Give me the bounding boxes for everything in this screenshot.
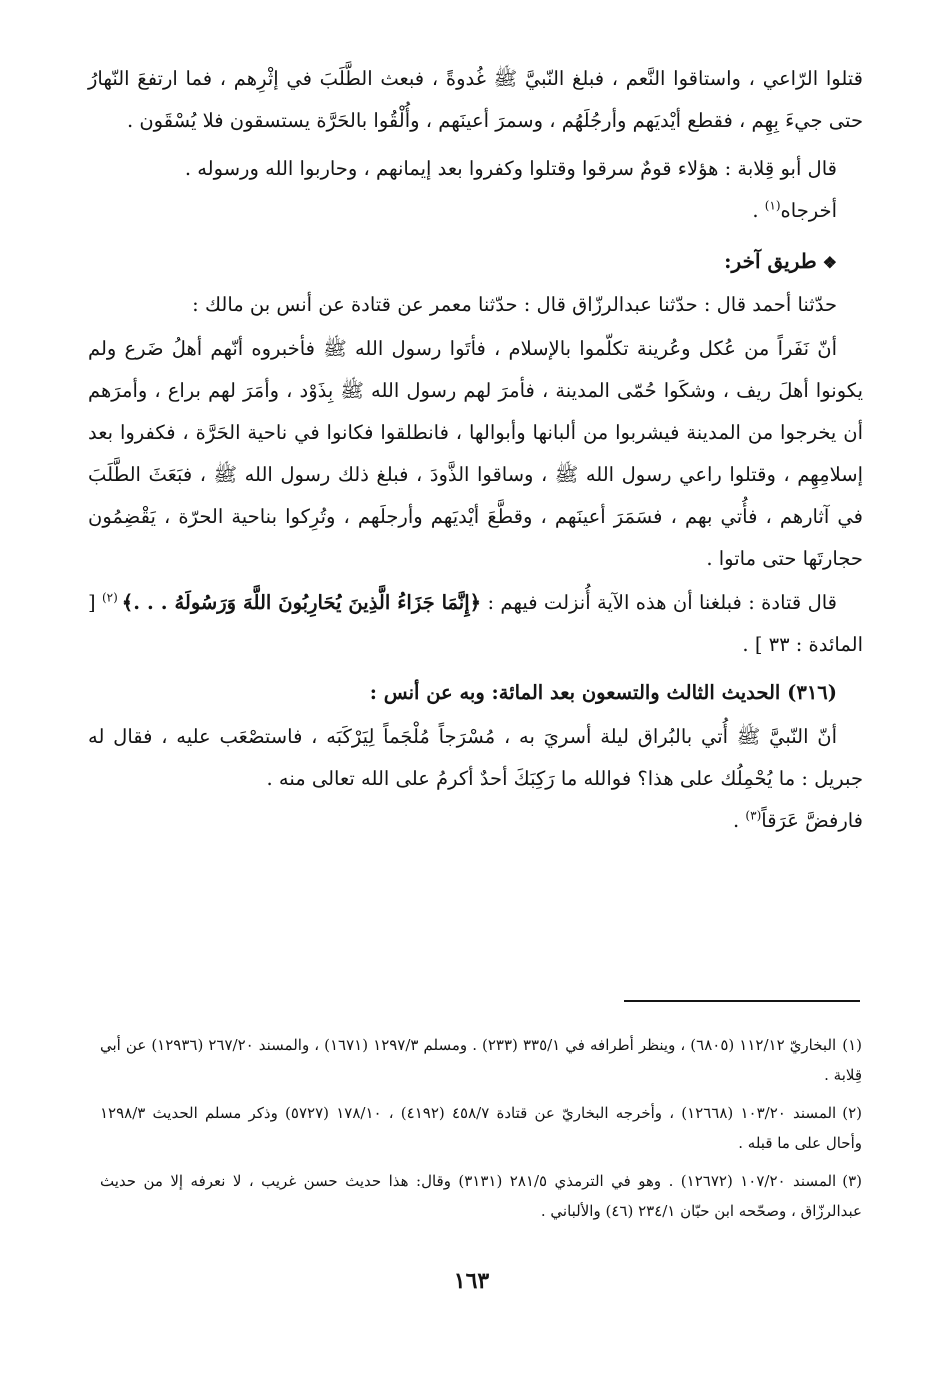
paragraph-akhrajah <box>88 190 863 232</box>
footnote-number: (١) <box>842 1036 862 1054</box>
footnote-3 <box>100 1166 862 1226</box>
footnote-ref-1[interactable]: (١) <box>764 198 781 213</box>
qatada-text: قال قتادة : فبلغنا أن هذه الآية أُنزلت فيهم : <box>481 591 838 614</box>
footnote-text: المسند ١٠٣/٢٠ (١٢٦٦٨) ، وأخرجه البخاريّ عن قتادة ٤٥٨/٧ (٤١٩٢) ، ١٧٨/١٠ (٥٧٢٧) وذكر مسلم الحديث ١٢٩٨/٣ وأحال على ما قبله . <box>100 1104 862 1152</box>
footnote-2 <box>100 1098 862 1158</box>
quran-verse: ﴿إِنَّمَا جَزَاءُ الَّذِينَ يُحَارِبُونَ اللَّهَ وَرَسُولَهُ . . .﴾ <box>121 591 482 614</box>
buraq-end-text: فارفضَّ عَرَقاً <box>761 809 863 832</box>
footnote-number: (٢) <box>842 1104 863 1122</box>
buraq-end-punct: . <box>733 809 746 832</box>
paragraph-1: قتلوا الرّاعي ، واستاقوا النَّعم ، فبلغ النّبيَّ ﷺ غُدوةً ، فبعث الطَّلَبَ في إثْرِهم ، فما ارتفعَ النّهارُ حتى جيءَ بِهِم ، فقطع أيْديَهم وأرجُلَهُم ، وسمرَ أعينَهم ، وأُلْقُوا بالحَرَّة يستسقون فلا يُسْقَون . <box>88 67 863 132</box>
footnote-text: المسند ١٠٧/٢٠ (١٢٦٧٢) . وهو في الترمذي ٢٨١/٥ (٣١٣١) وقال: هذا حديث حسن غريب ، لا نعرفه إلا من حديث عبدالرزّاق ، وصحّحه ابن حبّان ٢٣٤/١ (٤٦) والألباني . <box>100 1172 862 1220</box>
footnote-text: البخاريّ ١١٢/١٢ (٦٨٠٥) ، وينظر أطرافه في ٣٣٥/١ (٢٣٣) . ومسلم ١٢٩٧/٣ (١٦٧١) ، والمسند ٢٦٧/٢٠ (١٢٩٣٦) عن أبي قِلابة . <box>100 1036 862 1084</box>
paragraph-qatada <box>88 582 863 666</box>
paragraph-buraq: أنّ النّبيَّ ﷺ أُتي بالبُراق ليلة أسريَ به ، مُسْرَجاً مُلْجَماً لِيَرْكَبَه ، فاستصْعَب عليه ، فقال له جبريل : ما يُحْمِلُك على هذا؟ فوالله ما رَكِبَكَ أحدٌ أكرمُ على الله تعالى منه . <box>88 725 863 790</box>
footnote-1 <box>100 1030 862 1090</box>
footnote-divider <box>624 1000 860 1002</box>
akhrajah-end: . <box>752 199 765 222</box>
paragraph-hadith-urayna: أنّ نَفَراً من عُكل وعُرينة تكلّموا بالإسلام ، فأتَوا رسول الله ﷺ فأخبروه أنّهم أهلُ ضَرع ولم يكونوا أهلَ ريف ، وشكَوا حُمّى المدينة ، فأمرَ لهم رسول الله ﷺ بِذَوْد ، وأمَرَ لهم براع ، وأمرَهم أن يخرجوا من المدينة فيشربوا من ألبانها وأبوالها ، فانطلقوا فكانوا في ناحية الحَرَّة ، فكفروا بعد إسلامِهِم ، وقتلوا راعي رسول الله ﷺ ، وساقوا الذَّودَ ، فبلغ ذلك رسول الله ﷺ ، فبَعَثَ الطَّلَبَ في آثارهم ، فأُتي بهم ، فسَمَرَ أعينَهم ، وقطَّعَ أيْديَهم وأرجلَهم ، وتُرِكوا بناحية الحرّة ، يَقْضِمُون حجارتَها حتى ماتوا . <box>88 337 863 570</box>
paragraph-abu-qilaba: قال أبو قِلابة : هؤلاء قومٌ سرقوا وقتلوا وكفروا بعد إيمانهم ، وحاربوا الله ورسوله . <box>184 157 837 180</box>
paragraph-buraq-end <box>88 800 863 842</box>
footnote-ref-2[interactable]: (٢) <box>101 590 122 605</box>
section-heading <box>88 240 863 284</box>
main-text <box>88 58 863 842</box>
page-number: ١٦٣ <box>453 1268 490 1294</box>
surah-reference: [ المائدة : ٣٣ ] . <box>88 591 863 656</box>
footnote-number: (٣) <box>842 1172 863 1190</box>
footnotes <box>100 1030 862 1234</box>
footnote-ref-3[interactable]: (٣) <box>745 808 762 823</box>
section-heading-text: طريق آخر: <box>724 249 817 273</box>
hadith-heading: (٣١٦) الحديث الثالث والتسعون بعد المائة: وبه عن أنس : <box>369 681 837 704</box>
paragraph-isnad: حدّثنا أحمد قال : حدّثنا عبدالرزّاق قال : حدّثنا معمر عن قتادة عن أنس بن مالك : <box>192 293 837 316</box>
diamond-icon: ❖ <box>822 253 837 272</box>
akhrajah-text: أخرجاه <box>780 199 837 222</box>
